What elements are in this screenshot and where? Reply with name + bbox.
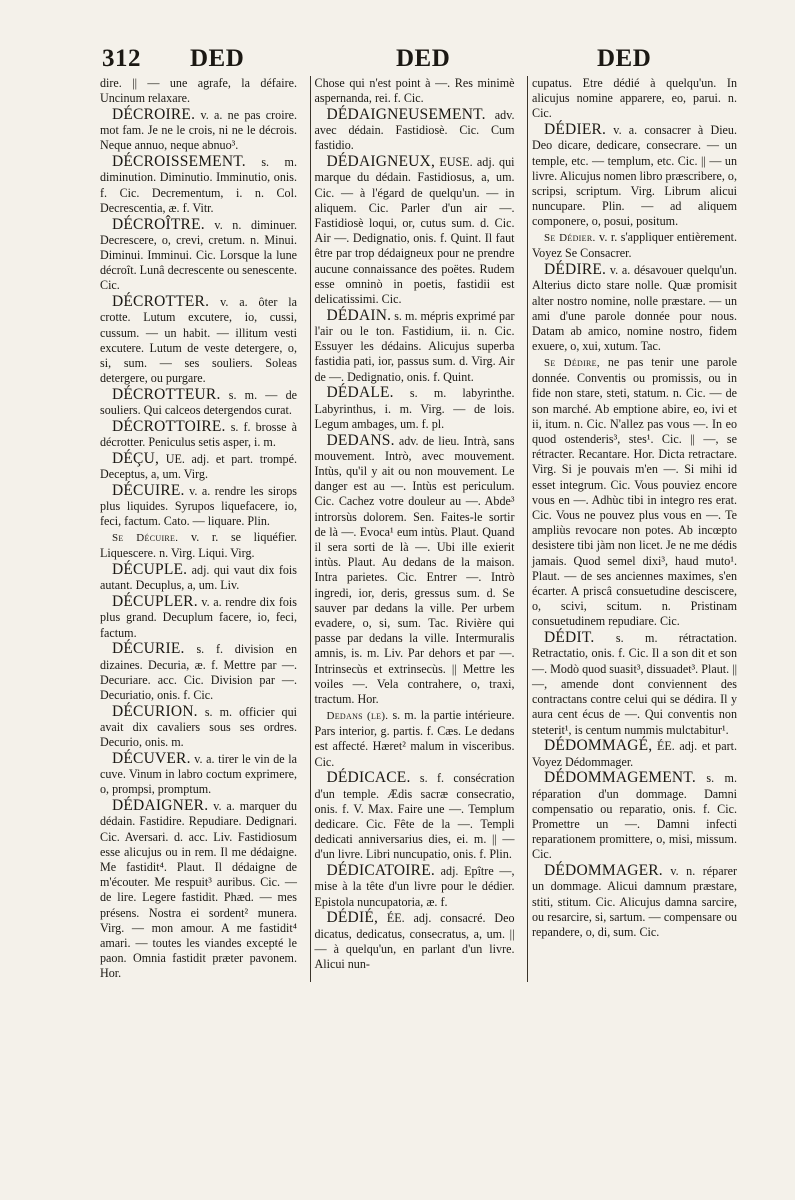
headword: DÉDOMMAGER. xyxy=(544,862,663,880)
headword: DÉDIRE. xyxy=(544,261,607,279)
definition-text: adj. Epître —, mise à la tête d'un livre pour le dédier. Epistola nuncupatoria, æ. f. xyxy=(314,864,515,909)
definition-text: v. r. s'appliquer entièrement. Voyez Se Consacrer. xyxy=(532,230,737,261)
dictionary-entry xyxy=(315,433,515,708)
definition-text: s. m. labyrinthe. Labyrinthus, i. m. Virg. — de lois. Legum ambages, um. f. pl. xyxy=(314,386,515,431)
definition-text: adv. de lieu. Intrà, sans mouvement. Intrò, avec mouvement. Intùs, qu'il y ait ou non mouvement. Le danger est au —. Intùs est periculum. Cic. Cachez votre douleur au —. Abde³ introrsùs dolorem. Sen. Faites-le sortir de là —. Evoca¹ eum intùs. Plaut. Quand il sera sorti de là —. Ubi ille exierit intùs. Plaut. Au dedans de la maison. Intra parietes. Cic. Entrer —. Intrò ingredi, ior, deris, gressus sum. d. Se sauver par dedans la ville. Per urbem evadere, o, si, sum. Tac. Rivière qui passe par dedans la ville. Intermuralis amnis, is. m. Liv. Par dehors et par —. Intrinsecùs et extrinsecùs. || Mettre les voiles —. Vela contrahere, o, traxi, tractum. Hor. xyxy=(314,433,515,707)
definition-text: v. a. rendre dix fois plus grand. Decuplum facere, io, feci, factum. xyxy=(100,595,297,640)
headword: DÉDIÉ, xyxy=(326,909,379,927)
dictionary-entry xyxy=(100,751,297,798)
headword: DÉCROTTOIRE. xyxy=(112,418,226,436)
headword: DÉCROIRE. xyxy=(112,106,196,123)
dictionary-entry xyxy=(532,630,737,737)
dictionary-entry xyxy=(100,217,297,294)
dictionary-entry xyxy=(315,107,515,154)
dictionary-entry xyxy=(315,708,515,770)
headword: DÉCURIE. xyxy=(112,640,185,658)
dictionary-entry xyxy=(532,863,737,940)
definition-text: s. f. division en dizaines. Decuria, æ. f. Mettre par —. Decuriare. acc. Cic. Division par —. Decuriatio, onis. f. Cic. xyxy=(100,642,297,703)
definition-text: s. f. brosse à décrotter. Peniculus setis asper, i. m. xyxy=(100,420,297,450)
definition-text: v. r. se liquéfier. Liquescere. n. Virg. Liqui. Virg. xyxy=(100,530,297,561)
dictionary-entry xyxy=(100,562,297,593)
definition-text: adv. avec dédain. Fastidiosè. Cic. Cum fastidio. xyxy=(314,108,515,153)
dictionary-entry xyxy=(100,594,297,641)
headword: DÉÇU, xyxy=(112,450,160,468)
dictionary-entry xyxy=(100,483,297,530)
definition-text: s. m. la partie intérieure. Pars interior, g. partis. f. Cæs. Le dedans est affecté. Hæret² malum in visceribus. Cic. xyxy=(314,707,515,769)
definition-text: dire. || — une agrafe, la défaire. Uncinum relaxare. xyxy=(100,76,297,106)
dictionary-entry xyxy=(315,770,515,862)
definition-text: v. a. ôter la crotte. Lutum excutere, io, cussi, cussum. — un habit. — illitum vesti excutere. Lutum de veste detergere, o, si, sum. — ses souliers. Soleas detergere, ou purgare. xyxy=(100,295,297,386)
headword: DÉCUPLER. xyxy=(112,593,198,611)
page-number: 312 xyxy=(102,45,141,72)
headword: DÉDICACE. xyxy=(326,769,411,787)
dictionary-entry xyxy=(100,419,297,450)
headword: DÉCUPLE. xyxy=(112,561,188,579)
headword: DÉDAIGNER. xyxy=(112,797,209,815)
definition-text: ÉE. adj. consacré. Deo dicatus, dedicatus, consecratus, a, um. || — à quelqu'un, en parlant d'un livre. Alicui nun- xyxy=(314,911,515,971)
headword: DÉCUVER. xyxy=(112,750,191,768)
guide-word-center: DED xyxy=(396,45,451,72)
definition-text: adj. qui vaut dix fois autant. Decuplus, a, um. Liv. xyxy=(100,563,297,593)
definition-text: s. m. — de souliers. Qui calceos detergendos curat. xyxy=(100,388,297,418)
headword: DEDANS. xyxy=(326,431,395,449)
definition-text: v. a. désavouer quelqu'un. Alterius dicto stare nolle. Quæ promisit alter nostro nomine, nolle præstare. — un ami d'une parole donnée pour nous. Datam ab amico, nomine nostro, fidem exuere, o, xui, xutum. Tac. xyxy=(532,263,737,354)
definition-text: UE. adj. et part. trompé. Deceptus, a, um. Virg. xyxy=(100,452,297,482)
headword: DÉCROTTER. xyxy=(112,293,210,311)
entry-continuation xyxy=(315,76,515,106)
definition-text: cupatus. Etre dédié à quelqu'un. In alicujus nomine apparere, eo, parui. n. Cic. xyxy=(532,76,737,121)
sub-headword: Se Décuire. xyxy=(112,532,179,545)
dictionary-entry xyxy=(532,770,737,862)
headword: DÉDAIGNEUSEMENT. xyxy=(326,106,486,123)
definition-text: s. m. réparation d'un dommage. Damni compensatio ou reparatio, onis. f. Cic. Promettre un —. Damni infecti reparationem promittere, o, misi, missum. Cic. xyxy=(532,771,737,862)
dictionary-entry xyxy=(315,910,515,972)
definition-text: EUSE. adj. qui marque du dédain. Fastidiosus, a, um. Cic. — à l'égard de quelqu'un. — in aliquem. Cic. Parler d'un air —. Fastidiosè loqui, or, cutus sum. d. Cic. Air —. Dedignatio, onis. f. Quint. Il faut être par trop dédaigneux pour ne prendre aucune connaissance des poëtes. Rudem esse omninò in poetis, fastidii est delicatissimi. Cic. xyxy=(314,155,515,307)
running-header xyxy=(100,42,737,76)
dictionary-entry xyxy=(100,294,297,386)
entry-continuation xyxy=(100,76,297,106)
dictionary-entry xyxy=(532,122,737,229)
headword: DÉDALE. xyxy=(326,384,394,402)
dictionary-entry xyxy=(100,387,297,418)
headword: DÉDOMMAGÉ, xyxy=(544,737,653,755)
definition-text: ÉE. adj. et part. Voyez Dédommager. xyxy=(532,739,737,769)
dictionary-entry xyxy=(315,308,515,385)
headword: DÉCROÎTRE. xyxy=(112,215,205,233)
guide-word-left: DED xyxy=(190,45,245,72)
definition-text: v. a. ne pas croire. mot fam. Je ne le crois, ni ne le décrois. Neque annuo, neque abnuo³. xyxy=(100,108,297,153)
dictionary-entry xyxy=(532,355,737,630)
definition-text: v. n. diminuer. Decrescere, o, crevi, cretum. n. Minui. Diminui. Imminui. Cic. Lorsque la lune décroît. Lunâ decrescente ou senescente. Cic. xyxy=(100,217,297,293)
headword: DÉDIT. xyxy=(544,629,595,647)
headword: DÉDAIN. xyxy=(326,306,392,324)
dictionary-entry xyxy=(100,154,297,216)
dictionary-entry xyxy=(100,451,297,482)
text-columns xyxy=(100,76,737,982)
headword: DÉDAIGNEUX, xyxy=(326,153,436,171)
dictionary-entry xyxy=(100,798,297,981)
definition-text: s. m. mépris exprimé par l'air ou le ton. Fastidium, ii. n. Cic. Essuyer les dédains. Alicujus superba fastidia pati, ior, passus sum. d. Virg. Air de —. Dedignatio, onis. f. Quint. xyxy=(314,308,515,384)
dictionary-entry xyxy=(315,863,515,910)
definition-text: s. m. officier qui avait dix cavaliers sous ses ordres. Decurio, onis. m. xyxy=(100,704,297,750)
sub-headword: Dedans (le). xyxy=(326,709,389,722)
definition-text: v. a. tirer le vin de la cuve. Vinum in labro coctum exprimere, o, prompsi, promptum. xyxy=(100,752,297,797)
guide-word-right: DED xyxy=(597,45,652,72)
column-right xyxy=(527,76,737,982)
definition-text: s. f. consécration d'un temple. Ædis sacræ consecratio, onis. f. V. Max. Faire une —. Templum dedicare. Cic. Fête de la —. Templi dedicati anniversarius dies, ei. m. || — d'un livre. Libri nuncupatio, onis. f. Plin. xyxy=(314,771,515,862)
dictionary-entry xyxy=(100,641,297,703)
dictionary-entry xyxy=(532,262,737,354)
column-left xyxy=(100,76,300,982)
headword: DÉDIER. xyxy=(544,121,607,139)
entry-continuation xyxy=(532,76,737,122)
dictionary-entry xyxy=(315,154,515,307)
dictionary-entry xyxy=(315,385,515,432)
definition-text: v. a. consacrer à Dieu. Deo dicare, dedicare, consecrare. — un temple, etc. — templum, etc. Cic. || — un livre. Alicujus nomen libro præscribere, o, scripsi, scriptum. Virg. Librum alicui nuncupare. Plin. — ad aliquem componere, o, posui, positum. xyxy=(532,123,737,229)
definition-text: v. a. marquer du dédain. Fastidire. Repudiare. Dedignari. Cic. Aversari. d. acc. Liv. Fastidiosum esse alicujus ou in rem. Il me dédaigne. Me fastidit⁴. Plaut. Il dédaigne de m'écouter. Me respuit³ auribus. Cic. — de lire. Legere fastidit. Phæd. — mes présens. Nostra ei sordent² munera. Virg. — mon amour. A me fastidit⁴ amari. — toutes les viandes excepté le paon. Omnia fastidit præter pavonem. Hor. xyxy=(100,799,297,981)
dictionary-entry xyxy=(100,704,297,751)
dictionary-entry xyxy=(100,530,297,561)
headword: DÉCUIRE. xyxy=(112,482,185,500)
definition-text: s. m. diminution. Diminutio. Imminutio, onis. f. Cic. Decrementum, i. n. Col. Decrescentia, æ. f. Vitr. xyxy=(100,155,297,215)
definition-text: s. m. rétractation. Retractatio, onis. f. Cic. Il a son dit et son —. Modò quod suasit³, dissuadet³. Plaut. || —, amende dont conviennent des contractans contre celui qui se dédira. Il y aura cent écus de —. Qui conventis non steterit¹, is centum nummis mulctabitur¹. xyxy=(532,631,737,737)
dictionary-entry xyxy=(532,230,737,261)
sub-headword: Se Dédire, xyxy=(544,357,600,370)
sub-headword: Se Dédier. xyxy=(544,232,596,245)
headword: DÉCROISSEMENT. xyxy=(112,153,246,171)
definition-text: Chose qui n'est point à —. Res minimè aspernanda, rei. f. Cic. xyxy=(314,76,515,106)
headword: DÉCURION. xyxy=(112,702,198,720)
headword: DÉDOMMAGEMENT. xyxy=(544,769,696,787)
column-middle xyxy=(310,76,518,982)
definition-text: ne pas tenir une parole donnée. Conventis ou promissis, ou in fide non stare, steti, statum. n. Cic. — de son marché. Ab emptione abire, eo, ivi et ii, itum. n. Cic. N'allez pas vous —. In eo quod ostenderis³, stes¹. Cic. || —, se rétracter. Recantare. Hor. Dicta retractare. Virg. Si je pouvais m'en —. Si mihi id esset integrum. Cic. Vous pouviez encore vous en —. Adhùc tibi in integro res erat. Cic. Vous ne pouvez plus vous en —. Te ampliùs revocare non potes. Ab incœpto desistere tibi jàm non licet. Je ne me dédis jamais. Quod semel dixi³, haud muto¹. Plaut. — de ses anciennes maximes, s'en écarter. A priscâ consuetudine desciscere, o, scivi, scitum. n. Pristinam consuetudinem repudiare. Cic. xyxy=(532,355,737,629)
definition-text: v. a. rendre les sirops plus liquides. Syrupos liquefacere, io, feci, factum. Cato. — liquare. Plin. xyxy=(100,484,297,529)
definition-text: v. n. réparer un dommage. Alicui damnum præstare, stiti, stitum. Cic. Alicujus damna sarcire, ou resarcire, si, sartum. — compensare ou repandere, o, di, sum. Cic. xyxy=(532,864,737,939)
headword: DÉCROTTEUR. xyxy=(112,386,221,404)
dictionary-entry xyxy=(532,738,737,769)
dictionary-entry xyxy=(100,107,297,154)
headword: DÉDICATOIRE. xyxy=(326,862,435,880)
